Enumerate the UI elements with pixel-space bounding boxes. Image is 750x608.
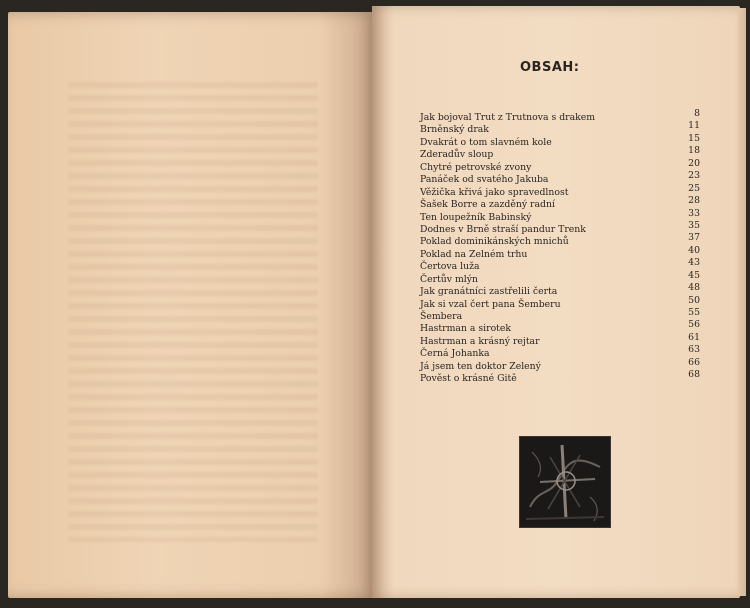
toc-entry — [420, 319, 700, 335]
toc-entry-title: Čertův mlýn — [420, 273, 479, 285]
toc-entry-title: Dvakrát o tom slavném kole — [420, 136, 552, 148]
toc-entry-title: Hastrman a krásný rejtar — [420, 335, 540, 347]
toc-entry-title: Já jsem ten doktor Zelený — [420, 360, 541, 372]
toc-entry-title: Poklad na Zelném trhu — [420, 248, 528, 260]
toc-entry — [420, 157, 700, 174]
toc-entry — [420, 356, 700, 373]
toc-entry — [420, 257, 700, 273]
toc-entry-title: Zderadův sloup — [420, 149, 494, 161]
toc-entry-title: Chytré petrovské zvony — [420, 161, 532, 173]
toc-entry-page: 20 — [688, 157, 700, 169]
toc-entry-title: Čertova luža — [420, 261, 480, 273]
woodcut-illustration — [519, 436, 611, 528]
toc-entry-title: Dodnes v Brně straší pandur Trenk — [420, 223, 586, 235]
toc-entry-page: 43 — [688, 257, 700, 269]
toc-entry-page: 48 — [688, 282, 700, 294]
toc-entry-title: Šašek Borre a zazděný radní — [420, 199, 555, 211]
toc-heading: OBSAH: — [520, 60, 580, 75]
toc-entry — [420, 132, 700, 149]
toc-entry-title: Věžička křivá jako spravedlnost — [420, 186, 569, 198]
toc-entry — [420, 108, 700, 124]
toc-entry-title: Jak bojoval Trut z Trutnova s drakem — [420, 112, 596, 123]
toc-entry-title: Černá Johanka — [420, 348, 490, 360]
left-page — [8, 12, 376, 598]
toc-entry-title: Ten loupežník Babinský — [420, 211, 532, 223]
toc-entry-page: 40 — [688, 244, 700, 256]
toc-entry-page: 61 — [688, 331, 700, 343]
table-of-contents — [420, 108, 700, 386]
toc-entry-title: Hastrman a sirotek — [420, 323, 512, 335]
toc-entry-title: Jak si vzal čert pana Šemberu — [420, 298, 561, 310]
toc-entry-page: 15 — [688, 132, 700, 144]
toc-entry — [420, 182, 700, 199]
toc-entry — [420, 244, 700, 261]
toc-entry — [420, 145, 700, 161]
toc-entry-page: 66 — [688, 356, 700, 368]
toc-entry-page: 45 — [688, 269, 700, 281]
toc-entry — [420, 170, 700, 186]
toc-entry-title: Poklad dominikánských mnichů — [420, 236, 569, 248]
toc-entry — [420, 344, 700, 360]
toc-entry-page: 37 — [688, 232, 700, 244]
toc-entry-page: 33 — [688, 207, 700, 219]
woodcut-icon — [520, 437, 610, 527]
toc-entry — [420, 232, 700, 248]
toc-entry — [420, 120, 700, 136]
toc-entry — [420, 331, 700, 348]
toc-entry-page: 18 — [688, 145, 700, 157]
toc-entry-page: 55 — [688, 307, 700, 318]
toc-entry — [420, 294, 700, 311]
toc-entry-page: 11 — [688, 120, 700, 132]
toc-entry-page: 50 — [688, 294, 700, 306]
toc-entry — [420, 207, 700, 224]
toc-entry-title: Brněnský drak — [420, 124, 489, 136]
toc-entry — [420, 269, 700, 286]
toc-entry-title: Jak granátníci zastřelili čerta — [420, 286, 558, 298]
toc-entry — [420, 282, 700, 298]
bleed-through-text — [68, 82, 318, 542]
toc-entry-page: 63 — [688, 344, 700, 356]
toc-entry — [420, 369, 700, 385]
toc-entry-title: Panáček od svatého Jakuba — [420, 174, 549, 186]
toc-entry-page: 28 — [688, 195, 700, 207]
toc-entry — [420, 307, 700, 323]
toc-entry-page: 35 — [688, 219, 700, 231]
toc-entry — [420, 219, 700, 236]
toc-entry-page: 25 — [688, 182, 700, 194]
toc-entry-page: 68 — [688, 369, 700, 381]
toc-entry-title: Pověst o krásné Gitě — [420, 373, 517, 385]
toc-entry — [420, 195, 700, 211]
toc-entry-title: Šembera — [420, 311, 463, 322]
toc-entry-page: 8 — [694, 108, 700, 119]
toc-entry-page: 23 — [688, 170, 700, 182]
toc-entry-page: 56 — [688, 319, 700, 331]
